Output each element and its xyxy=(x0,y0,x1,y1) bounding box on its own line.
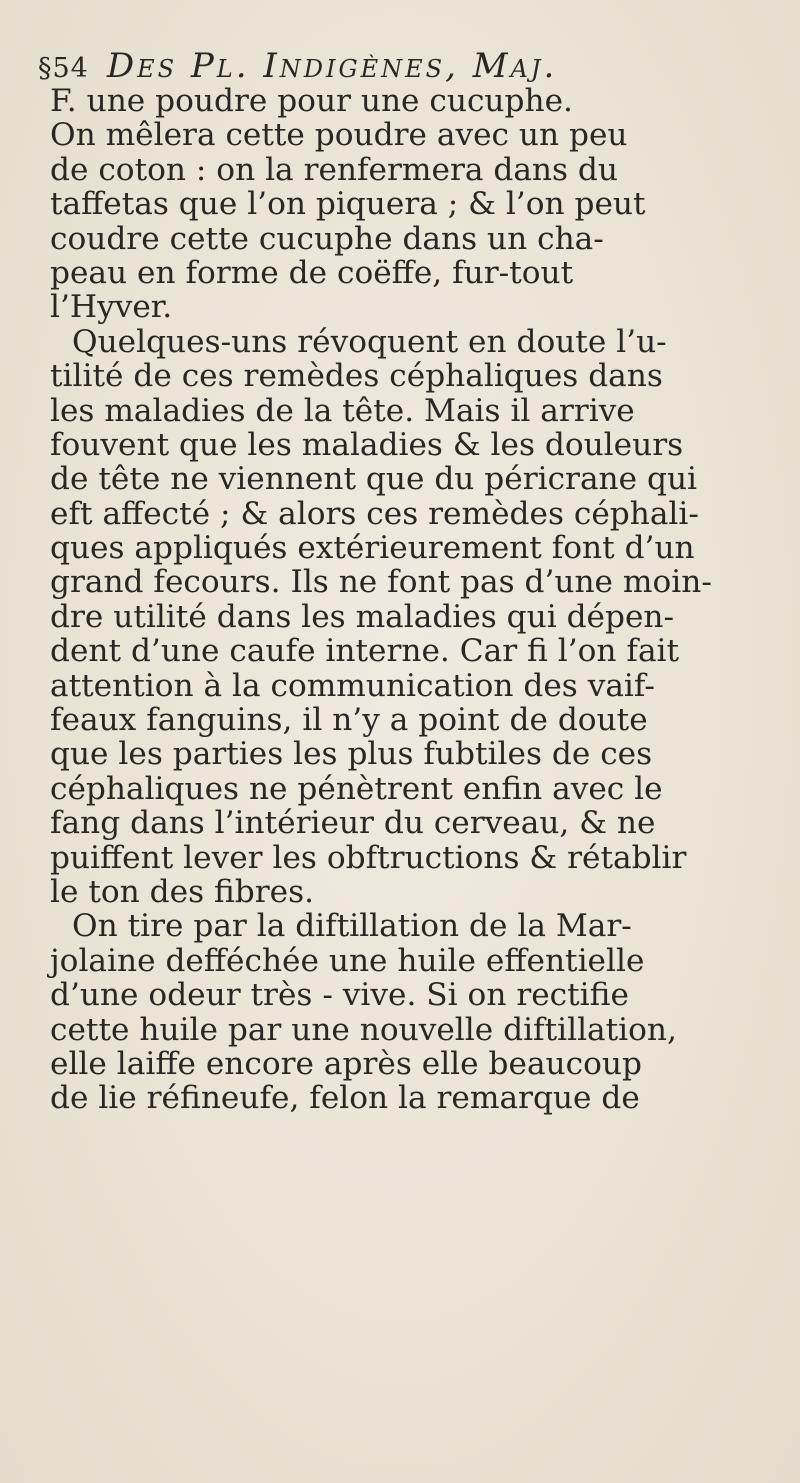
text-line: ques appliqués extérieurement font d’un xyxy=(50,530,695,567)
text-line: le ton des fibres. xyxy=(50,873,315,910)
text-line: cette huile par une nouvelle diftillation, xyxy=(50,1011,677,1048)
page-number: §54 xyxy=(38,53,89,84)
text-line: dre utilité dans les maladies qui dépen- xyxy=(50,598,675,635)
body-text xyxy=(50,84,770,1116)
text-line: céphaliques ne pénètrent enfin avec le xyxy=(50,770,663,807)
text-line: que les parties les plus fubtiles de ces xyxy=(50,736,653,773)
text-line: tilité de ces remèdes céphaliques dans xyxy=(50,358,663,395)
text-line: fang dans l’intérieur du cerveau, & ne xyxy=(50,805,656,842)
text-line: Quelques-uns révoquent en doute l’u- xyxy=(72,323,667,360)
text-line: l’Hyver. xyxy=(50,289,173,326)
text-line: elle laiffe encore après elle beaucoup xyxy=(50,1045,642,1082)
text-line: coudre cette cucuphe dans un cha- xyxy=(50,220,604,257)
running-title: Des Pl. Indigènes, Maj. xyxy=(106,46,558,86)
text-line: de tête ne viennent que du péricrane qui xyxy=(50,461,698,498)
text-line: taffetas que l’on piquera ; & l’on peut xyxy=(50,186,646,223)
text-line: jolaine defféchée une huile effentielle xyxy=(50,942,645,979)
text-line: de coton : on la renfermera dans du xyxy=(50,151,618,188)
text-line: puiffent lever les obftructions & rétablir xyxy=(50,839,687,876)
text-line: peau en forme de coëffe, fur-tout xyxy=(50,254,574,291)
text-line: F. une poudre pour une cucuphe. xyxy=(50,83,573,119)
text-line: fouvent que les maladies & les douleurs xyxy=(50,426,684,463)
text-line: de lie réfineufe, felon la remarque de xyxy=(50,1080,640,1117)
text-line: On tire par la diftillation de la Mar- xyxy=(72,908,632,945)
text-line: eft affecté ; & alors ces remèdes céphali- xyxy=(50,495,699,532)
text-line: On mêlera cette poudre avec un peu xyxy=(50,117,628,154)
text-line: feaux fanguins, il n’y a point de doute xyxy=(50,702,648,739)
text-line: dent d’une caufe interne. Car fi l’on fait xyxy=(50,633,680,670)
text-line: grand fecours. Ils ne font pas d’une moin- xyxy=(50,564,712,601)
text-line: d’une odeur très - vive. Si on rectifie xyxy=(50,977,629,1014)
text-line: attention à la communication des vaif- xyxy=(50,667,655,704)
text-line: les maladies de la tête. Mais il arrive xyxy=(50,392,635,429)
